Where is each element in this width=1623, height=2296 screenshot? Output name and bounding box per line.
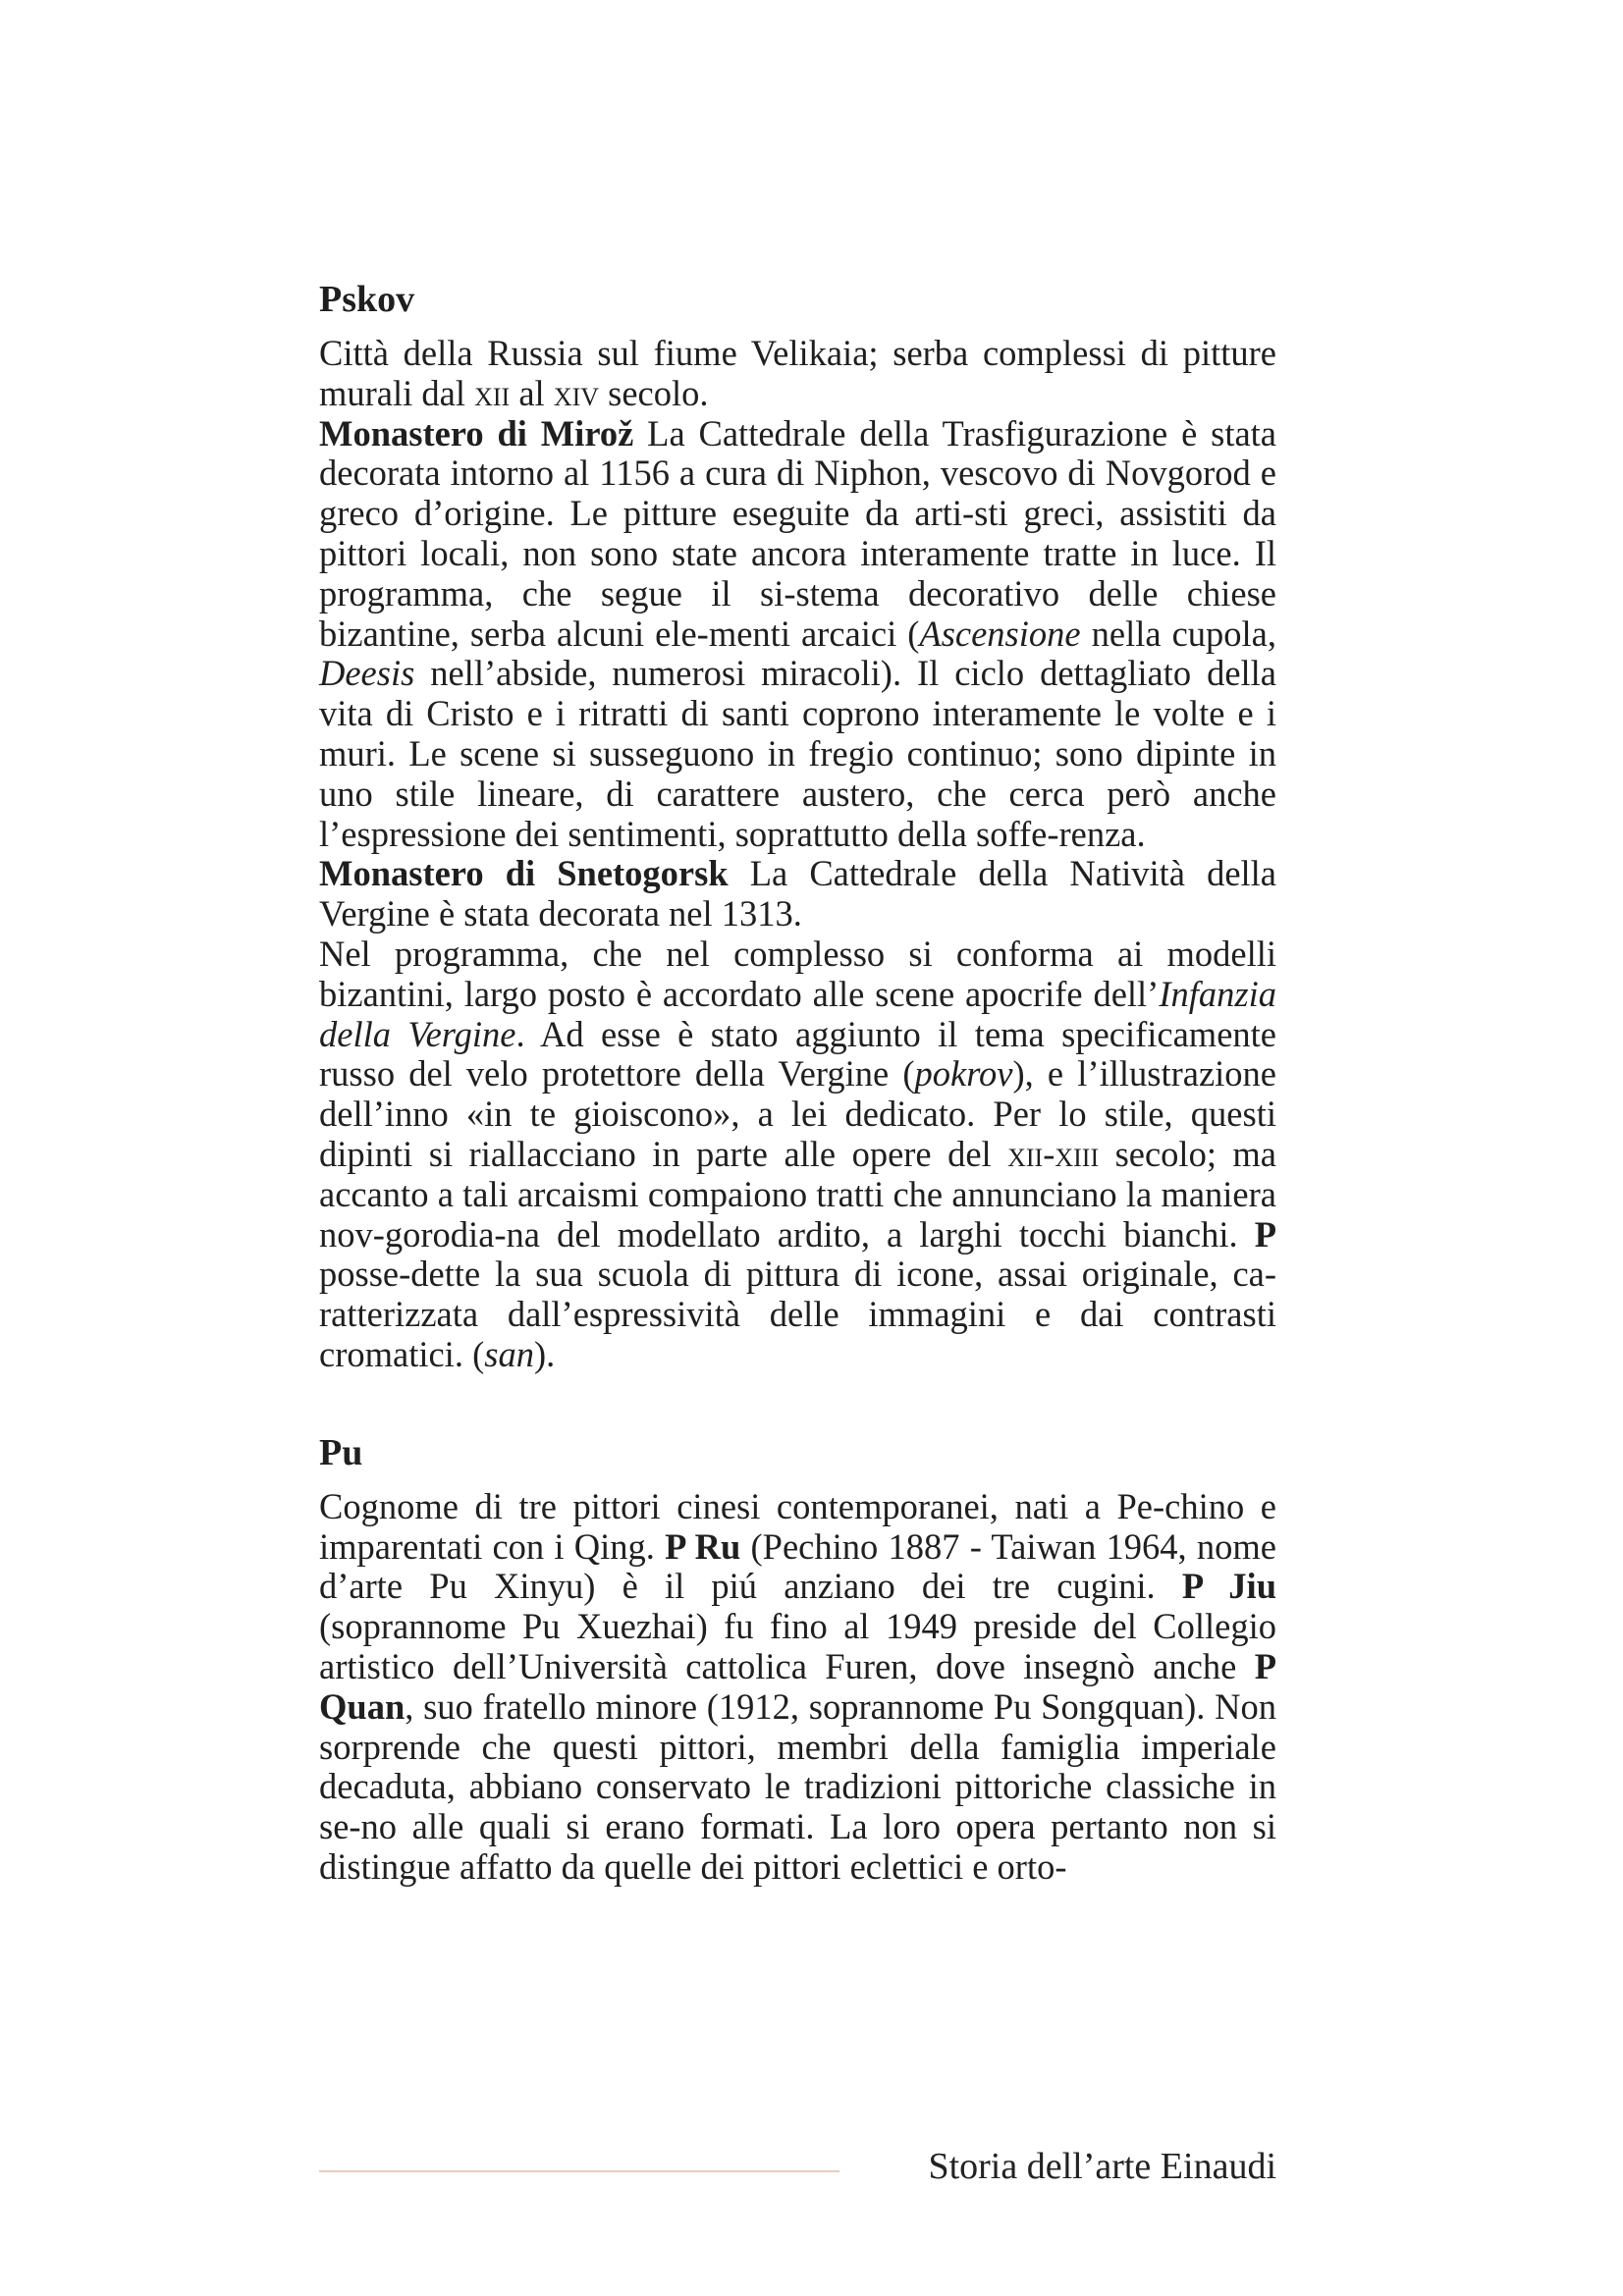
text-run: nella cupola, xyxy=(1080,613,1276,654)
text-run: La Cattedrale della Trasfigurazione è stata decorata intorno al 1156 a cura di Niphon, vescovo di Novgorod e greco d’origine. Le pitture eseguite da arti-sti greci, assistiti da pittori locali, non sono state ancora interamente tratte in luce. Il programma, che segue il si-stema decorativo delle chiese bizantine, serba alcuni ele-menti arcaici ( xyxy=(319,412,1276,654)
paragraph xyxy=(319,334,1276,414)
text-run: Cognome di tre pittori cinesi contemporanei, nati a Pe-chino e imparentati con i Qing. xyxy=(319,1485,1276,1567)
text-run: . Ad esse è stato aggiunto il tema specificamente russo del velo protettore della Vergine ( xyxy=(319,1013,1276,1095)
entry-title-pskov: Pskov xyxy=(319,279,415,320)
bold-term: P xyxy=(1254,1213,1276,1255)
italic-term: Deesis xyxy=(319,653,415,694)
text-run: posse-dette la sua scuola di pittura di icone, assai originale, ca-ratterizzata dall’espressività delle immagini e dai contrasti cromatici. ( xyxy=(319,1254,1276,1374)
text-run: ), e l’illustrazione dell’inno «in te gioiscono», a lei dedicato. Per lo stile, questi dipinti si riallacciano in parte alle opere del xyxy=(319,1053,1276,1174)
text-run: al xyxy=(510,372,554,413)
italic-term: san xyxy=(484,1333,534,1374)
text-run: (soprannome Pu Xuezhai) fu fino al 1949 preside del Collegio artistico dell’Università cattolica Furen, dove insegnò anche xyxy=(319,1606,1276,1686)
italic-term: Ascensione xyxy=(919,613,1081,654)
text-run: secolo; ma accanto a tali arcaismi compaiono tratti che annunciano la maniera nov-gorodia-na del modellato ardito, a larghi tocchi bianchi. xyxy=(319,1133,1276,1255)
paragraph xyxy=(319,414,1276,855)
text-run: Città della Russia sul fiume Velikaia; serba complessi di pitture murali dal xyxy=(319,333,1276,413)
roman-numeral: xii xyxy=(474,372,511,413)
paragraph xyxy=(319,854,1276,934)
roman-numeral: xiv xyxy=(553,372,600,413)
text-run: secolo. xyxy=(599,372,709,413)
text-run: La Cattedrale della Natività della Vergine è stata decorata nel 1313. xyxy=(319,853,1276,934)
entry-separator xyxy=(319,1375,1276,1405)
entry-title-pu: Pu xyxy=(319,1431,363,1473)
paragraph xyxy=(319,934,1276,1375)
bold-term: P Ru xyxy=(665,1525,741,1567)
bold-term: Monastero di Mirož xyxy=(319,412,634,454)
bold-term: P Jiu xyxy=(1181,1566,1276,1607)
roman-numeral: xii-xiii xyxy=(1007,1133,1100,1174)
text-run: ). xyxy=(533,1333,556,1374)
paragraph xyxy=(319,1487,1276,1888)
footer-publisher: Storia dell’arte Einaudi xyxy=(928,2146,1276,2187)
italic-term: Infanzia della Vergine xyxy=(319,973,1276,1054)
text-run: , suo fratello minore (1912, soprannome Pu Songquan). Non sorprende che questi pittori, membri della famiglia imperiale decaduta, abbiano conservato le tradizioni pittoriche classiche in se-no alle quali si erano formati. La loro opera pertanto non si distingue affatto da quelle dei pittori eclettici e orto- xyxy=(319,1685,1276,1887)
page-footer xyxy=(319,2142,1276,2191)
bold-term: Monastero di Snetogorsk xyxy=(319,853,729,894)
italic-term: pokrov xyxy=(914,1053,1013,1095)
text-run: (Pechino 1887 - Taiwan 1964, nome d’arte Pu Xinyu) è il piú anziano dei tre cugini. xyxy=(319,1525,1276,1607)
bold-term: P Quan xyxy=(319,1645,1276,1727)
text-run: nell’abside, numerosi miracoli). Il ciclo dettagliato della vita di Cristo e i ritratti di santi coprono interamente le volte e i muri. Le scene si susseguono in fregio continuo; sono dipinte in uno stile lineare, di carattere austero, che cerca però anche l’espressione dei sentimenti, soprattutto della soffe-renza. xyxy=(319,653,1276,854)
footer-rule xyxy=(319,2170,839,2172)
document-body xyxy=(319,273,1276,1888)
text-run: Nel programma, che nel complesso si conforma ai modelli bizantini, largo posto è accordato alle scene apocrife dell’ xyxy=(319,933,1276,1014)
